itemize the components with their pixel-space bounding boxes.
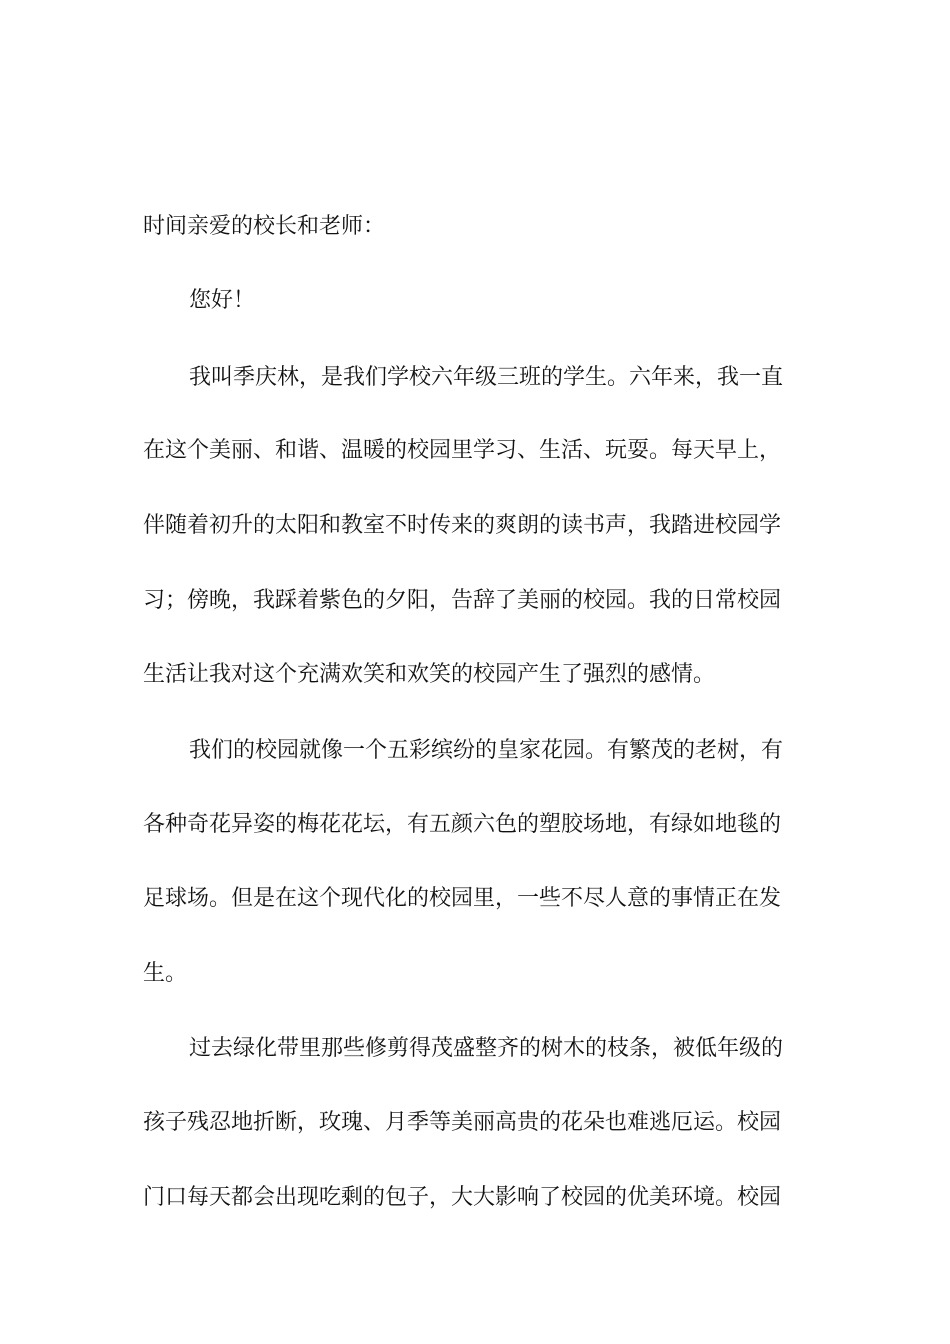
paragraph-1-line-4: 习；傍晚，我踩着紫色的夕阳，告辞了美丽的校园。我的日常校园 [143,588,782,613]
paragraph-2-line-3: 足球场。但是在这个现代化的校园里，一些不尽人意的事情正在发 [143,886,782,911]
paragraph-1-line-5: 生活让我对这个充满欢笑和欢笑的校园产生了强烈的感情。 [143,662,716,687]
salutation-line: 时间亲爱的校长和老师： [143,214,386,239]
paragraph-1-line-2: 在这个美丽、和谐、温暖的校园里学习、生活、玩耍。每天早上， [143,438,782,463]
paragraph-1-line-1: 我叫季庆林，是我们学校六年级三班的学生。六年来，我一直 [189,365,784,390]
paragraph-3-line-3: 门口每天都会出现吃剩的包子，大大影响了校园的优美环境。校园 [143,1185,782,1210]
paragraph-2-line-1: 我们的校园就像一个五彩缤纷的皇家花园。有繁茂的老树，有 [189,738,784,763]
paragraph-3-line-1: 过去绿化带里那些修剪得茂盛整齐的树木的枝条，被低年级的 [189,1036,784,1061]
paragraph-2-line-2: 各种奇花异姿的梅花花坛，有五颜六色的塑胶场地，有绿如地毯的 [143,812,782,837]
greeting-line: 您好！ [189,288,256,313]
paragraph-2-line-4: 生。 [143,961,188,986]
paragraph-1-line-3: 伴随着初升的太阳和教室不时传来的爽朗的读书声，我踏进校园学 [143,513,782,538]
paragraph-3-line-2: 孩子残忍地折断，玫瑰、月季等美丽高贵的花朵也难逃厄运。校园 [143,1110,782,1135]
